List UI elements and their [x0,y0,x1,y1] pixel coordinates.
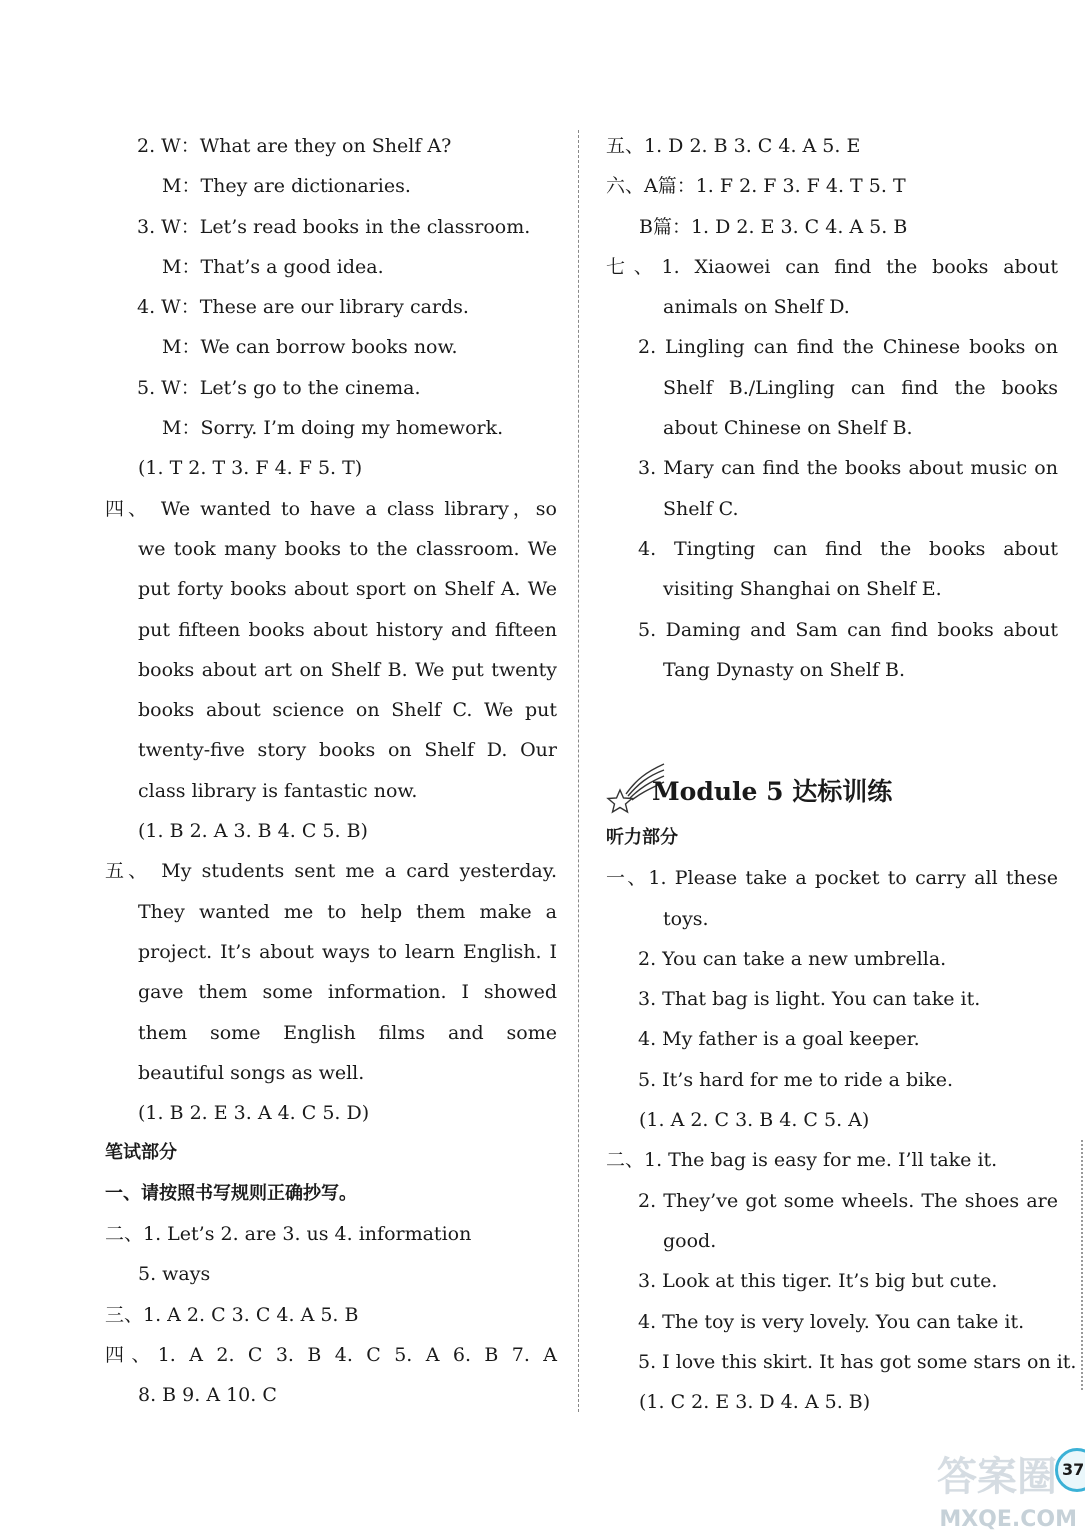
watermark-url: MXQE.COM [939,1507,1077,1532]
text-line: 3. That bag is light. You can take it. [638,988,981,1011]
text-line: 3. Mary can find the books about music on [638,457,1058,480]
text-line: about Chinese on Shelf B. [663,417,913,440]
text-line: put fifteen books about history and fifteen [138,618,557,641]
text-line: 笔试部分 [105,1142,177,1164]
text-line: them some English films and some [138,1021,557,1044]
text-line: visiting Shanghai on Shelf E. [663,578,942,601]
text-line: 3. Look at this tiger. It’s big but cute. [638,1270,998,1293]
text-line: animals on Shelf D. [663,296,850,319]
text-line: 2. You can take a new umbrella. [638,947,947,970]
text-line: 二、1. Let’s 2. are 3. us 4. information [105,1223,472,1246]
text-line: 四、1. A 2. C 3. B 4. C 5. A 6. B 7. A [105,1343,557,1366]
page-number: 37 [1055,1448,1085,1492]
text-line: M：That’s a good idea. [162,255,384,278]
text-line: (1. T 2. T 3. F 4. F 5. T) [138,457,363,480]
text-line: 5. W：Let’s go to the cinema. [137,376,421,399]
text-line: 四、 We wanted to have a class library，so [105,497,557,520]
text-line: Tang Dynasty on Shelf B. [663,658,906,681]
text-line: books about science on Shelf C. We put [138,699,557,722]
text-line: gave them some information. I showed [138,981,557,1004]
text-line: class library is fantastic now. [138,779,418,802]
text-line: 4. W：These are our library cards. [137,296,469,319]
text-line: 六、A篇：1. F 2. F 3. F 4. T 5. T [606,175,906,198]
text-line: 五、 My students sent me a card yesterday. [105,860,557,883]
right-column-bottom [606,818,1077,1422]
text-line: we took many books to the classroom. We [138,537,557,560]
text-line: 七、1. Xiaowei can find the books about [606,255,1058,278]
text-line: 三、1. A 2. C 3. C 4. A 5. B [105,1303,359,1326]
text-line: 4. Tingting can find the books about [638,537,1058,560]
right-column-top [606,126,1058,690]
text-line: 4. The toy is very lovely. You can take it. [638,1310,1025,1333]
text-line: 5. It’s hard for me to ride a bike. [638,1068,954,1091]
text-line: project. It’s about ways to learn English. I [138,940,557,963]
text-line: (1. B 2. E 3. A 4. C 5. D) [138,1102,370,1125]
text-line: 5. I love this skirt. It has got some stars on it. [638,1350,1077,1373]
column-divider [578,130,579,1412]
text-line: (1. C 2. E 3. D 4. A 5. B) [639,1391,871,1414]
text-line: 听力部分 [606,827,678,848]
text-line: B篇：1. D 2. E 3. C 4. A 5. B [639,215,908,238]
text-line: toys. [663,907,709,930]
watermark-logo: 答案圈 [937,1454,1057,1500]
text-line: 5. ways [138,1263,211,1286]
text-line: M：We can borrow books now. [162,336,458,359]
module-title: Module 5 达标训练 [652,777,893,806]
left-column [105,126,557,1416]
text-line: twenty-five story books on Shelf D. Our [138,739,557,762]
module-heading [606,760,1066,822]
text-line: (1. A 2. C 3. B 4. C 5. A) [639,1109,870,1132]
text-line: 2. They’ve got some wheels. The shoes are [638,1189,1058,1212]
text-line: 2. Lingling can find the Chinese books on [638,336,1058,359]
text-line: 一、请按照书写规则正确抄写。 [105,1182,357,1204]
text-line: M：Sorry. I’m doing my homework. [162,417,504,440]
text-line: 3. W：Let’s read books in the classroom. [137,215,531,238]
text-line: put forty books about sport on Shelf A. We [138,578,557,601]
text-line: books about art on Shelf B. We put twenty [138,658,557,681]
text-line: beautiful songs as well. [138,1061,365,1084]
text-line: They wanted me to help them make a [138,900,557,923]
text-line: 2. W：What are they on Shelf A? [137,135,452,157]
text-line: Shelf C. [663,497,739,520]
text-line: 一、1. Please take a pocket to carry all these [606,867,1058,890]
text-line: (1. B 2. A 3. B 4. C 5. B) [138,820,368,843]
text-line: 4. My father is a goal keeper. [638,1028,920,1051]
text-line: Shelf B./Lingling can find the books [663,376,1058,399]
page-edge-marks [1078,1140,1083,1390]
text-line: 5. Daming and Sam can find books about [638,618,1058,641]
text-line: M：They are dictionaries. [162,175,411,198]
text-line: 8. B 9. A 10. C [138,1384,277,1407]
text-line: good. [663,1229,717,1252]
text-line: 二、1. The bag is easy for me. I’ll take it. [606,1149,998,1172]
text-line: 五、1. D 2. B 3. C 4. A 5. E [606,135,861,157]
